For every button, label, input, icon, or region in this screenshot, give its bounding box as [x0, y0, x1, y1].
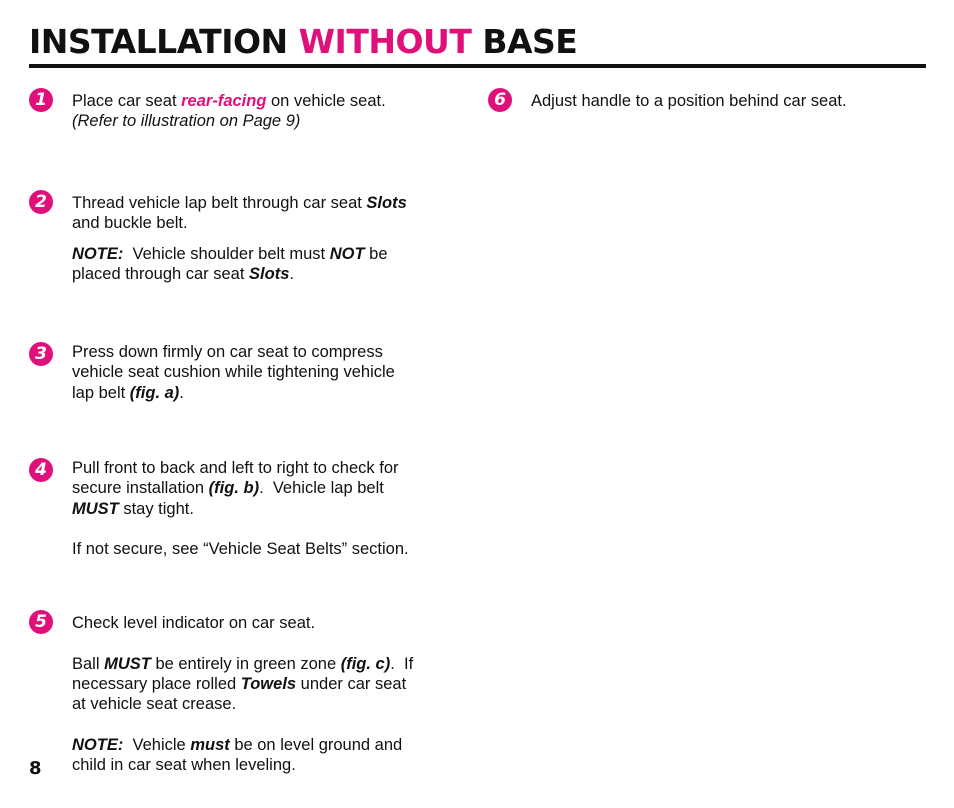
note-label-2: NOTE: [72, 735, 124, 754]
step-4-line-1: Pull front to back and left to right to check for [72, 459, 399, 477]
step-number-4-badge: 4 [29, 458, 53, 482]
step-5-line-4: at vehicle seat crease. [72, 695, 237, 714]
step-number-2-badge: 2 [29, 190, 53, 214]
step-5-note-c: be on level ground and [229, 735, 403, 754]
step-4-text [72, 458, 409, 559]
step-2-note-d: placed through car seat [72, 265, 250, 284]
towels-term: Towels [240, 674, 297, 693]
step-6-line-1: Adjust handle to a position behind car seat. [531, 92, 847, 110]
title-base: BASE [482, 22, 578, 61]
page-number: 8 [29, 758, 42, 779]
fig-b-ref: (fig. b) [208, 479, 260, 498]
step-5-line-1: Check level indicator on car seat. [72, 614, 316, 632]
must-term-3: must [190, 735, 230, 754]
step-number-6-badge: 6 [488, 88, 512, 112]
step-2-text-a: Thread vehicle lap belt through car seat [72, 194, 367, 212]
title-rule [29, 64, 926, 68]
title-without: WITHOUT [298, 22, 472, 61]
step-5-text-c: be entirely in green zone [150, 654, 341, 673]
step-2-note-a: Vehicle shoulder belt must [123, 245, 330, 264]
step-1-text-c: on vehicle seat. [266, 92, 386, 110]
note-label: NOTE: [72, 245, 124, 264]
step-5-line-2 [72, 654, 413, 674]
step-3-line-1: Press down firmly on car seat to compress [72, 343, 383, 361]
step-5-text-f: necessary place rolled [72, 674, 241, 693]
step-4-text-d: stay tight. [118, 499, 194, 518]
step-4-line-2 [72, 478, 409, 498]
step-2-text [72, 193, 407, 285]
step-number-1-badge: 1 [29, 88, 53, 112]
step-5-line-3 [72, 674, 413, 694]
step-4-line-4: If not secure, see “Vehicle Seat Belts” section. [72, 540, 409, 559]
step-4-text-a: secure installation [72, 479, 209, 498]
step-3-line-3 [72, 383, 395, 403]
step-5-text-e: . If [390, 654, 414, 673]
step-5-text [72, 613, 413, 775]
must-term-2: MUST [104, 654, 151, 673]
step-1-text [72, 91, 386, 132]
page-title [29, 22, 577, 62]
step-1-line-1 [72, 91, 386, 111]
step-3-text-a: lap belt [72, 383, 130, 402]
step-1-reference: (Refer to illustration on Page 9) [72, 112, 301, 131]
step-2-note-line-2 [72, 264, 407, 284]
must-term: MUST [72, 499, 119, 518]
step-2-note-line-1 [72, 244, 407, 264]
step-2-note-c: be [364, 245, 388, 264]
step-5-note-line-2: child in car seat when leveling. [72, 756, 296, 775]
step-2-note-e: . [289, 265, 294, 284]
fig-c-ref: (fig. c) [340, 654, 391, 673]
title-installation: INSTALLATION [29, 22, 288, 61]
step-3-text-c: . [179, 383, 184, 402]
step-2-line-2: and buckle belt. [72, 214, 188, 233]
fig-a-ref: (fig. a) [129, 383, 180, 402]
step-5-text-a: Ball [72, 654, 105, 673]
step-1-text-a: Place car seat [72, 92, 182, 110]
slots-term-2: Slots [249, 265, 290, 284]
step-3-text [72, 342, 395, 403]
step-4-line-3 [72, 499, 409, 519]
step-3-line-2: vehicle seat cushion while tightening vehicle [72, 363, 395, 382]
step-2-line-1 [72, 193, 407, 213]
step-4-text-c: . Vehicle lap belt [259, 479, 384, 498]
not-term: NOT [329, 245, 365, 264]
step-5-text-g: under car seat [296, 674, 407, 693]
step-5-note-line-1 [72, 735, 413, 755]
rear-facing-term: rear-facing [181, 92, 267, 110]
step-5-note-a: Vehicle [123, 735, 191, 754]
step-number-5-badge: 5 [29, 610, 53, 634]
step-number-3-badge: 3 [29, 342, 53, 366]
step-6-text [531, 91, 847, 111]
slots-term: Slots [366, 194, 407, 212]
